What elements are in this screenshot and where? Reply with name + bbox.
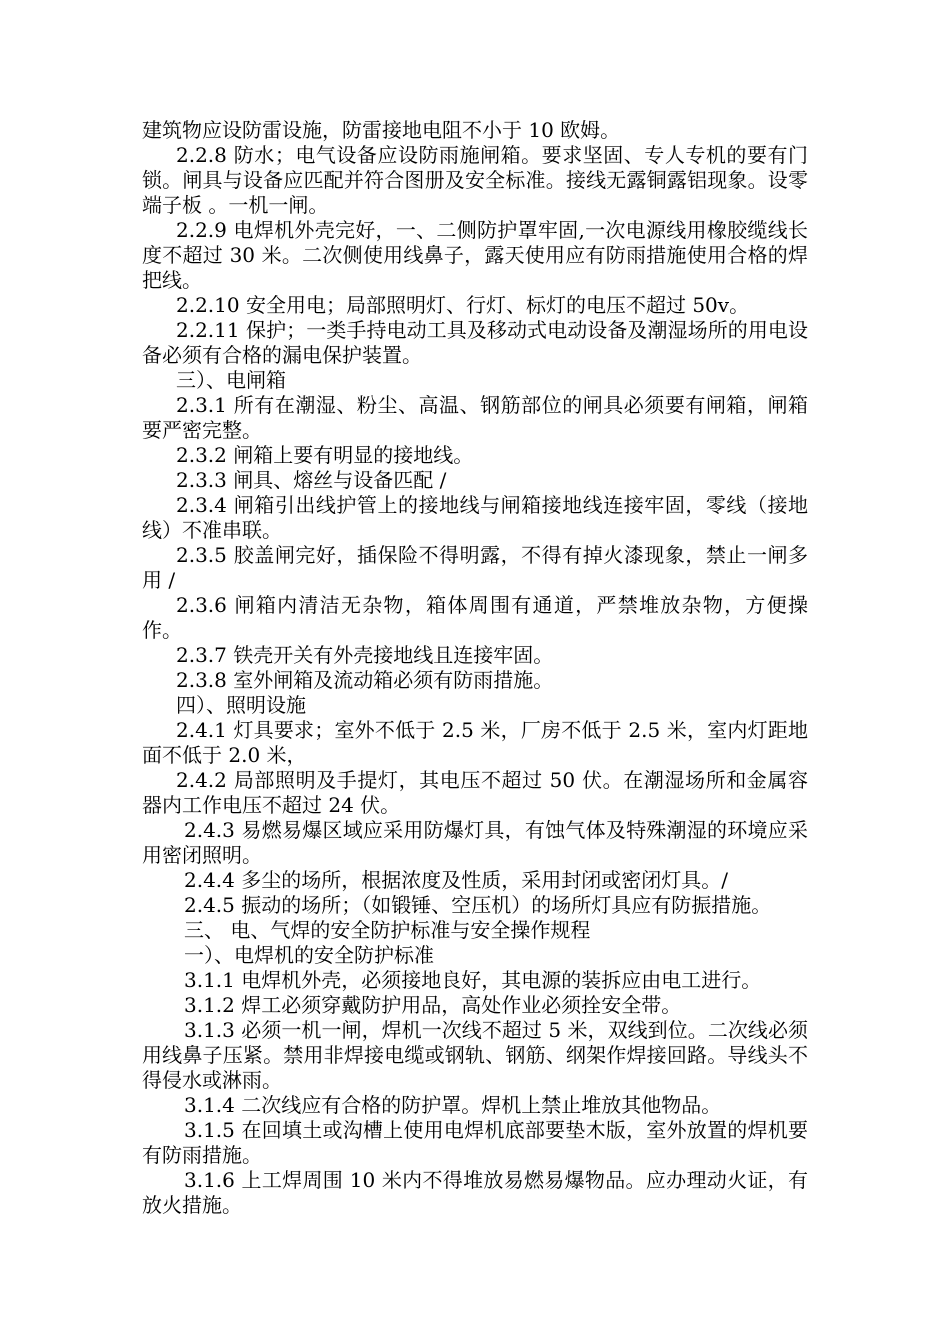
paragraph: 2.2.8 防水；电气设备应设防雨施闸箱。要求坚固、专人专机的要有门锁。闸具与设备应匹配并符合图册及安全标准。接线无露铜露铝现象。设零端子板 。一机一闸。 [142,143,808,217]
paragraph: 2.3.3 闸具、熔丝与设备匹配 / [176,468,447,492]
document-body [142,118,808,1218]
paragraph: 3.1.5 在回填土或沟槽上使用电焊机底部要垫木版，室外放置的焊机要有防雨措施。 [142,1118,808,1167]
paragraph: 2.4.5 振动的场所；（如锻锤、空压机）的场所灯具应有防振措施。 [184,893,772,917]
paragraph: 2.3.7 铁壳开关有外壳接地线且连接牢固。 [176,643,554,667]
paragraph: 3.1.6 上工焊周围 10 米内不得堆放易燃易爆物品。应办理动火证，有放火措施。 [142,1168,808,1217]
section-heading: 一）、电焊机的安全防护标准 [184,943,434,967]
paragraph: 2.3.1 所有在潮湿、粉尘、高温、钢筋部位的闸具必须要有闸箱，闸箱要严密完整。 [142,393,808,442]
paragraph: 2.3.2 闸箱上要有明显的接地线。 [176,443,474,467]
paragraph: 2.2.9 电焊机外壳完好，一、二侧防护罩牢固,一次电源线用橡胶缆线长度不超过 30 米。二次侧使用线鼻子，露天使用应有防雨措施使用合格的焊把线。 [142,218,808,292]
paragraph: 2.4.3 易燃易爆区域应采用防爆灯具，有蚀气体及特殊潮湿的环境应采用密闭照明。 [142,818,808,867]
paragraph: 2.4.4 多尘的场所，根据浓度及性质，采用封闭或密闭灯具。/ [184,868,728,892]
paragraph: 3.1.1 电焊机外壳，必须接地良好，其电源的装拆应由电工进行。 [184,968,762,992]
chapter-heading: 三、 电、气焊的安全防护标准与安全操作规程 [184,918,591,942]
paragraph: 2.4.2 局部照明及手提灯，其电压不超过 50 伏。在潮湿场所和金属容器内工作电压不超过 24 伏。 [142,768,808,817]
paragraph: 3.1.3 必须一机一闸，焊机一次线不超过 5 米，双线到位。二次线必须用线鼻子压紧。禁用非焊接电缆或钢轨、钢筋、纲架作焊接回路。导线头不得侵水或淋雨。 [142,1018,808,1092]
paragraph: 2.3.8 室外闸箱及流动箱必须有防雨措施。 [176,668,554,692]
paragraph: 3.1.4 二次线应有合格的防护罩。焊机上禁止堆放其他物品。 [184,1093,722,1117]
paragraph: 2.2.10 安全用电；局部照明灯、行灯、标灯的电压不超过 50v。 [176,293,750,317]
paragraph: 2.3.4 闸箱引出线护管上的接地线与闸箱接地线连接牢固，零线（接地线）不准串联。 [142,493,808,542]
paragraph: 3.1.2 焊工必须穿戴防护用品，高处作业必须拴安全带。 [184,993,682,1017]
paragraph: 2.3.5 胶盖闸完好，插保险不得明露，不得有掉火漆现象，禁止一闸多用 / [142,543,808,592]
paragraph: 2.2.11 保护；一类手持电动工具及移动式电动设备及潮湿场所的用电设备必须有合格的漏电保护装置。 [142,318,808,367]
section-heading: 三）、电闸箱 [176,368,286,392]
paragraph: 2.4.1 灯具要求；室外不低于 2.5 米，厂房不低于 2.5 米，室内灯距地面不低于 2.0 米， [142,718,808,767]
paragraph: 2.3.6 闸箱内清洁无杂物，箱体周围有通道，严禁堆放杂物，方便操作。 [142,593,808,642]
section-heading: 四）、照明设施 [176,693,306,717]
paragraph: 建筑物应设防雷设施，防雷接地电阻不小于 10 欧姆。 [142,118,621,142]
